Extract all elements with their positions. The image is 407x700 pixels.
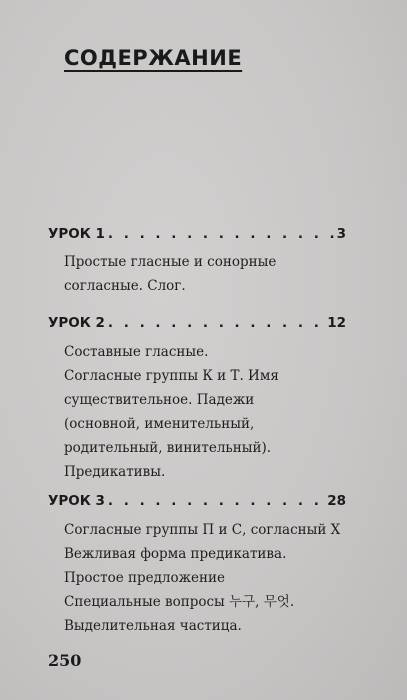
lesson-3-page-number: 28	[327, 493, 346, 509]
topic-line: Составные гласные.	[64, 344, 209, 360]
topic-line: Простые гласные и сонорные	[64, 254, 277, 270]
topic-line: согласные. Слог.	[64, 278, 186, 294]
lesson-1-header	[48, 226, 346, 246]
lesson-1-label: УРОК 1	[48, 226, 105, 242]
lesson-2-topics	[64, 340, 364, 484]
topic-line: существительное. Падежи	[64, 392, 255, 408]
lesson-1-page-number: 3	[336, 226, 346, 242]
lesson-3-topics	[64, 518, 364, 638]
topic-line: (основной, именительный,	[64, 416, 255, 432]
topic-line: Согласные группы П и С, согласный Х	[64, 522, 341, 538]
lesson-2-header	[48, 315, 346, 335]
toc-heading: СОДЕРЖАНИЕ	[64, 46, 243, 70]
dot-leader	[108, 226, 334, 242]
topic-line: родительный, винительный).	[64, 440, 272, 456]
lesson-1-topics	[64, 250, 364, 298]
topic-line: Предикативы.	[64, 464, 166, 480]
lesson-2-page-number: 12	[327, 315, 346, 331]
topic-line: Согласные группы К и Т. Имя	[64, 368, 279, 384]
topic-line: Простое предложение	[64, 570, 226, 586]
topic-line: Специальные вопросы 누구, 무엇.	[64, 594, 295, 610]
lesson-3-label: УРОК 3	[48, 493, 105, 509]
dot-leader	[108, 315, 324, 331]
dot-leader	[108, 493, 324, 509]
page-number: 250	[48, 651, 82, 670]
topic-line: Выделительная частица.	[64, 618, 242, 634]
lesson-3-header	[48, 493, 346, 513]
topic-line: Вежливая форма предикатива.	[64, 546, 287, 562]
lesson-2-label: УРОК 2	[48, 315, 105, 331]
